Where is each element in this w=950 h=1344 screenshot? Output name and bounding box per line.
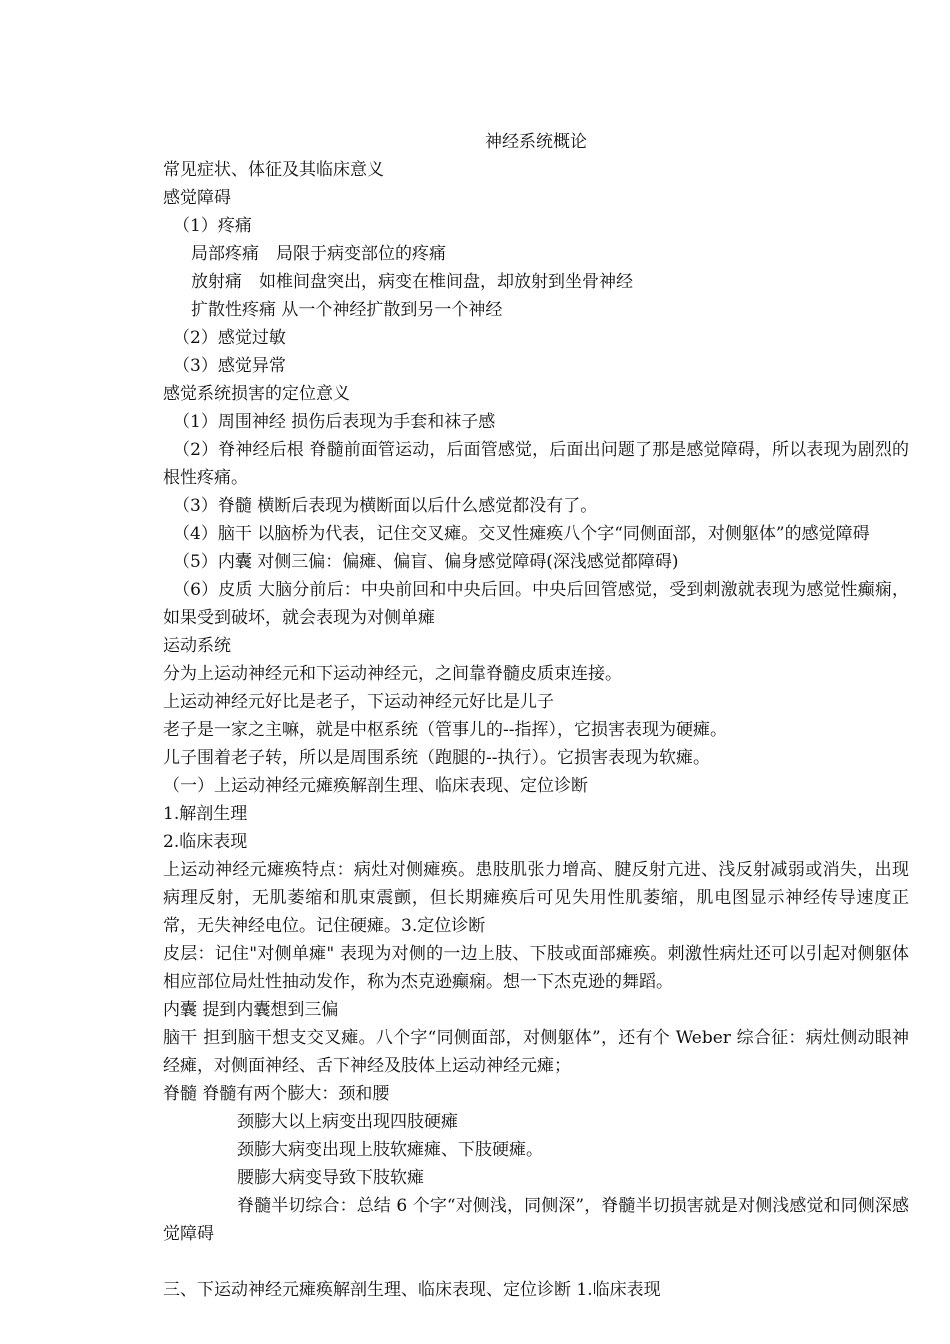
list-item-hyperesthesia: （2）感觉过敏 (173, 328, 286, 348)
heading-symptoms: 常见症状、体征及其临床意义 (163, 160, 384, 180)
heading-lower-motor-neuron: 三、下运动神经元瘫痪解剖生理、临床表现、定位诊断 1.临床表现 (163, 1280, 661, 1300)
document-title: 神经系统概论 (485, 132, 587, 152)
subheading-anatomy: 1.解剖生理 (163, 804, 248, 824)
blank-line (163, 1248, 909, 1276)
umn-cortex: 皮层：记住"对侧单瘫" 表现为对侧的一边上肢、下肢或面部瘫痪。刺激性病灶还可以引起对侧躯体相应部位局灶性抽动发作，称为杰克逊癫痫。想一下杰克逊的舞蹈。 (163, 944, 909, 992)
heading-upper-motor-neuron: （一）上运动神经元瘫痪解剖生理、临床表现、定位诊断 (163, 776, 588, 796)
loc-brainstem: （4）脑干 以脑桥为代表，记住交叉瘫。交叉性瘫痪八个字“同侧面部，对侧躯体”的感觉障碍 (173, 524, 870, 544)
loc-spinal-cord: （3）脊髓 横断后表现为横断面以后什么感觉都没有了。 (173, 496, 598, 516)
motor-analogy: 上运动神经元好比是老子，下运动神经元好比是儿子 (163, 692, 554, 712)
heading-motor-system: 运动系统 (163, 636, 231, 656)
pain-diffuse: 扩散性疼痛 从一个神经扩散到另一个神经 (191, 300, 503, 320)
motor-intro: 分为上运动神经元和下运动神经元，之间靠脊髓皮质束连接。 (163, 664, 622, 684)
motor-lower: 儿子围着老子转，所以是周围系统（跑腿的--执行）。它损害表现为软瘫。 (163, 748, 710, 768)
loc-posterior-root: （2）脊神经后根 脊髓前面管运动，后面管感觉，后面出问题了那是感觉障碍，所以表现为剧烈的根性疼痛。 (163, 440, 909, 488)
document-page (163, 128, 909, 1304)
list-item-paresthesia: （3）感觉异常 (173, 356, 286, 376)
umn-features: 上运动神经元瘫痪特点：病灶对侧瘫痪。患肢肌张力增高、腱反射亢进、浅反射减弱或消失，出现病理反射，无肌萎缩和肌束震颤，但长期瘫痪后可见失用性肌萎缩，肌电图显示神经传导速度正常，无失神经电位。记住硬瘫。3.定位诊断 (163, 860, 909, 936)
list-item-pain: （1）疼痛 (173, 216, 252, 236)
pain-radiating: 放射痛 如椎间盘突出，病变在椎间盘，却放射到坐骨神经 (191, 272, 633, 292)
motor-upper: 老子是一家之主嘛，就是中枢系统（管事儿的--指挥），它损害表现为硬瘫。 (163, 720, 727, 740)
umn-brainstem: 脑干 担到脑干想支交叉瘫。八个字“同侧面部，对侧躯体”，还有个 Weber 综合征：病灶侧动眼神经瘫，对侧面神经、舌下神经及肢体上运动神经元瘫； (163, 1028, 909, 1076)
loc-peripheral-nerve: （1）周围神经 损伤后表现为手套和袜子感 (173, 412, 496, 432)
umn-internal-capsule: 内囊 提到内囊想到三偏 (163, 1000, 339, 1020)
cord-hemisection: 脊髓半切综合：总结 6 个字“对侧浅，同侧深”，脊髓半切损害就是对侧浅感觉和同侧深感觉障碍 (163, 1196, 909, 1244)
cord-lumbar: 腰膨大病变导致下肢软瘫 (237, 1168, 424, 1188)
umn-spinal-cord: 脊髓 脊髓有两个膨大：颈和腰 (163, 1084, 390, 1104)
cord-cervical-above: 颈膨大以上病变出现四肢硬瘫 (237, 1112, 458, 1132)
loc-internal-capsule: （5）内囊 对侧三偏：偏瘫、偏盲、偏身感觉障碍(深浅感觉都障碍) (173, 552, 679, 572)
cord-cervical: 颈膨大病变出现上肢软瘫瘫、下肢硬瘫。 (237, 1140, 543, 1160)
heading-localization: 感觉系统损害的定位意义 (163, 384, 350, 404)
pain-local: 局部疼痛 局限于病变部位的疼痛 (191, 244, 446, 264)
loc-cortex: （6）皮质 大脑分前后：中央前回和中央后回。中央后回管感觉，受到刺激就表现为感觉性癫痫，如果受到破坏，就会表现为对侧单瘫 (163, 580, 909, 628)
subheading-clinical: 2.临床表现 (163, 832, 248, 852)
heading-sensory-disorder: 感觉障碍 (163, 188, 231, 208)
